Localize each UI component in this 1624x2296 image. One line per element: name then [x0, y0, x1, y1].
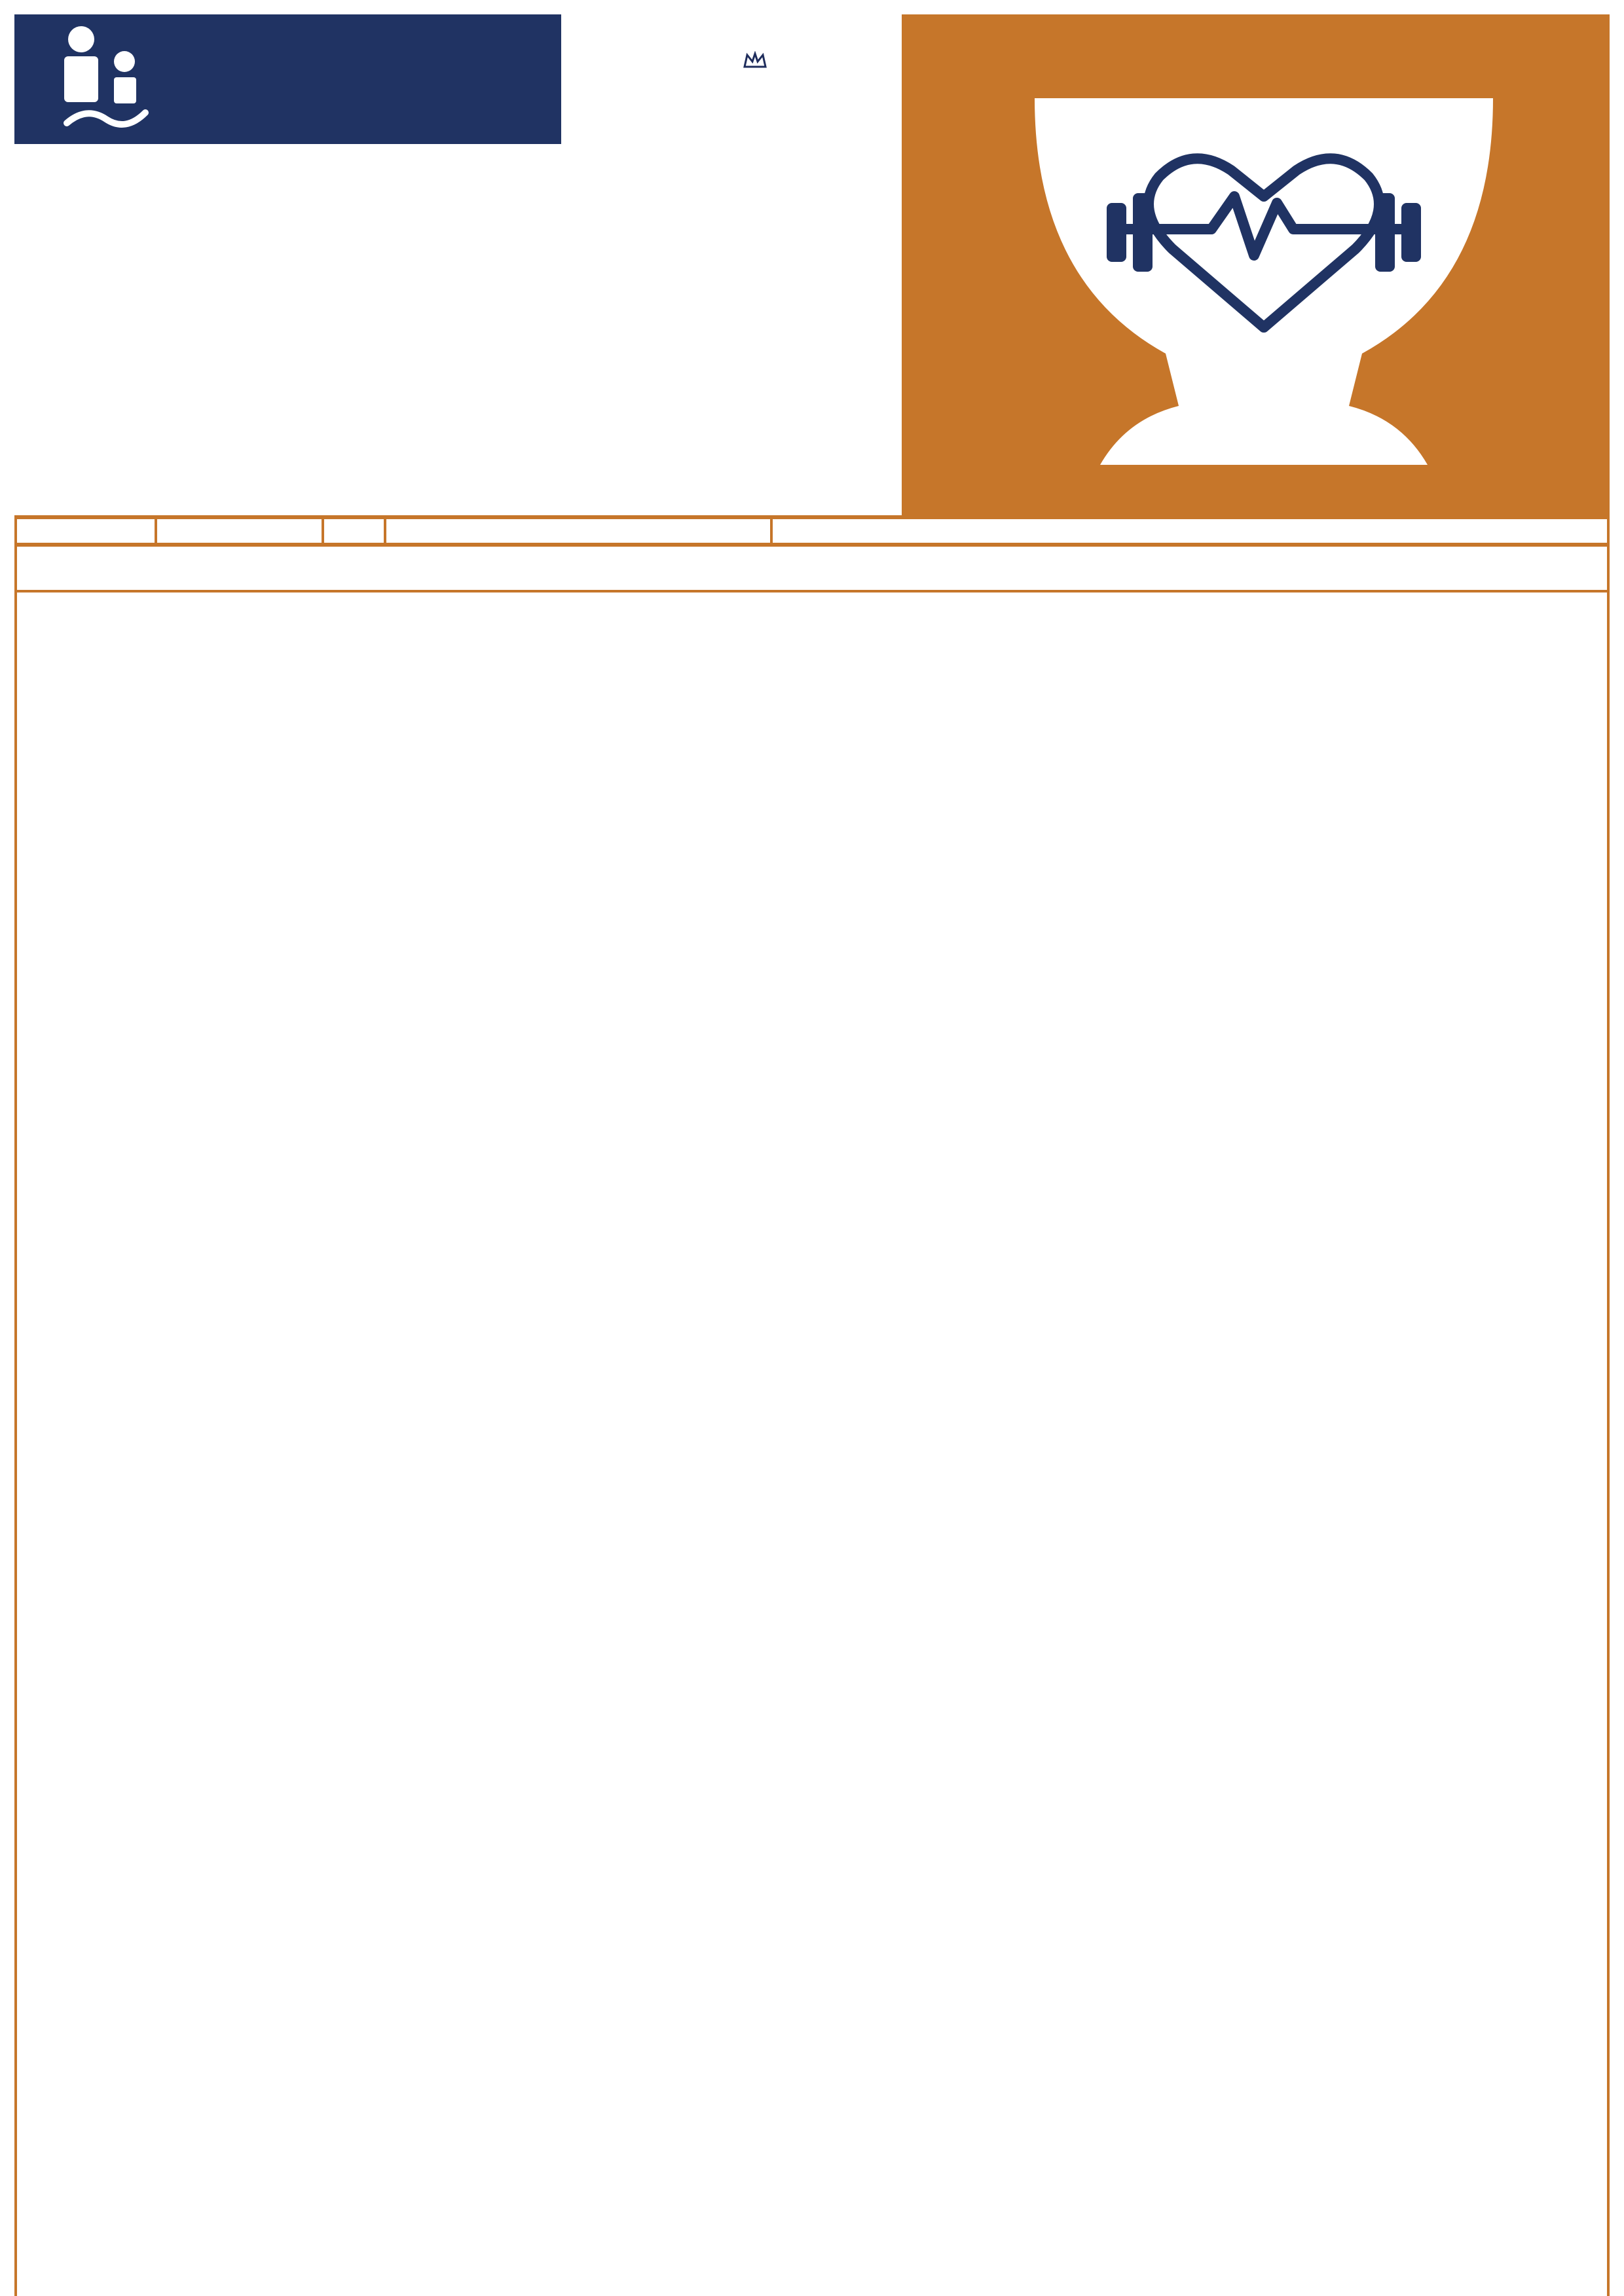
org-banner: [14, 14, 561, 144]
website-url: [1553, 20, 1606, 504]
promo-banner: [14, 547, 1610, 592]
table-header: [14, 515, 1610, 547]
column-header-action: [386, 519, 773, 543]
column-header-description: [773, 519, 1610, 543]
crown-icon: [742, 51, 768, 69]
trophy-heart-logo-icon: [995, 98, 1532, 504]
column-header-time: [157, 519, 324, 543]
column-header-date: [14, 519, 157, 543]
column-header-icon: [324, 519, 386, 543]
table-right-border: [1607, 515, 1610, 2296]
table-left-border: [14, 515, 17, 2296]
org-name: [194, 14, 561, 144]
city-logo: [561, 14, 902, 144]
website-text: [1553, 20, 1606, 504]
komunitni-planovani-logo-icon: [41, 21, 165, 137]
